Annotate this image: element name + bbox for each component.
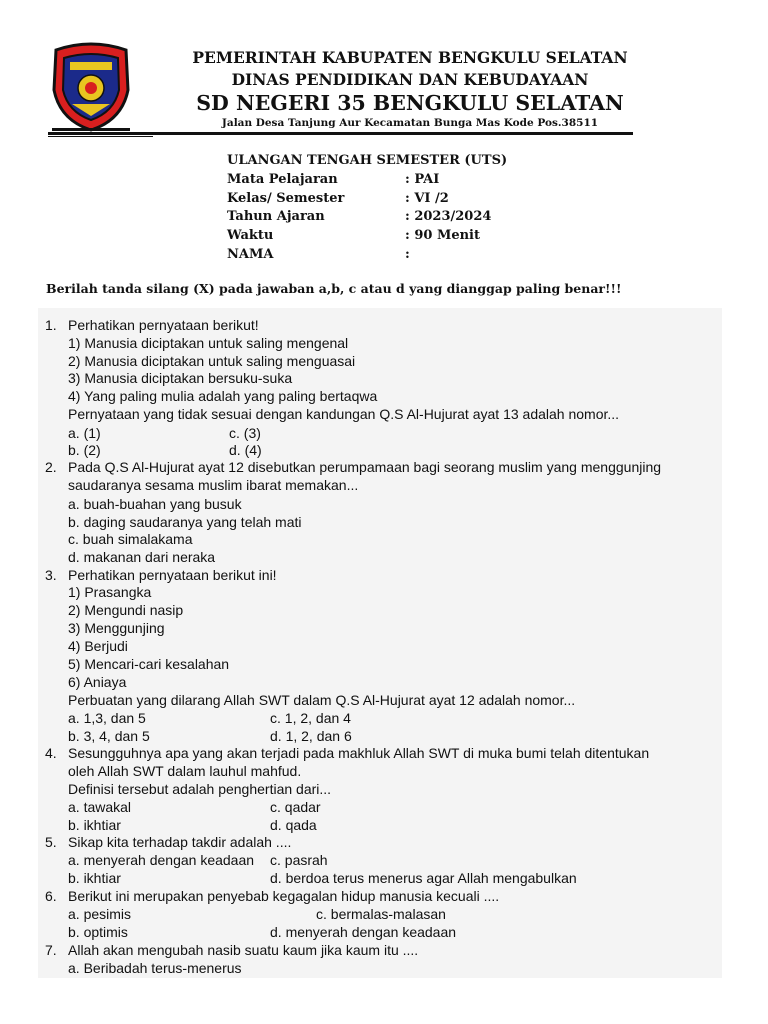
option-a: a. pesimis — [68, 906, 132, 922]
option-a: a. buah-buahan yang busuk — [68, 496, 242, 512]
statement-item: 2) Mengundi nasip — [68, 602, 184, 618]
header-address: Jalan Desa Tanjung Aur Kecamatan Bunga Mas Kode Pos.38511 — [221, 117, 599, 129]
exam-field-time — [227, 227, 507, 246]
instruction: Berilah tanda silang (X) pada jawaban a,b, c atau d yang dianggap paling benar!!! — [46, 281, 622, 296]
option-b: b. daging saudaranya yang telah mati — [68, 514, 302, 530]
statement-item: 6) Aniaya — [68, 674, 127, 690]
statement-item: 4) Yang paling mulia adalah yang paling bertaqwa — [68, 388, 378, 404]
option-a: a. 1,3, dan 5 — [68, 710, 146, 726]
question-prompt: Definisi tersebut adalah penghertian dari... — [68, 781, 332, 797]
option-a: a. Beribadah terus-menerus — [68, 960, 242, 976]
option-d: d. (4) — [229, 442, 262, 458]
statement-item: 2) Manusia diciptakan untuk saling menguasai — [68, 353, 356, 369]
option-c: c. qadar — [270, 799, 321, 815]
header-divider — [48, 132, 633, 135]
question-number: 2. — [45, 459, 57, 475]
question-number: 4. — [45, 745, 57, 761]
option-d: d. 1, 2, dan 6 — [270, 728, 352, 744]
field-value: : PAI — [405, 171, 440, 187]
option-b: b. 3, 4, dan 5 — [68, 728, 150, 744]
question-text: Sesungguhnya apa yang akan terjadi pada makhluk Allah SWT di muka bumi telah ditentukan — [68, 745, 650, 761]
question-text-continued: saudaranya sesama muslim ibarat memakan... — [68, 477, 359, 493]
statement-item: 4) Berjudi — [68, 638, 128, 654]
option-a: a. tawakal — [68, 799, 132, 815]
exam-field-subject — [227, 171, 507, 190]
statement-item: 3) Menggunjing — [68, 620, 165, 636]
field-label: Kelas/ Semester — [227, 190, 345, 206]
exam-identity — [227, 152, 507, 265]
exam-field-class — [227, 190, 507, 209]
option-d: d. qada — [270, 817, 317, 833]
option-c: c. bermalas-malasan — [316, 906, 446, 922]
question-number: 3. — [45, 567, 57, 583]
field-label: Mata Pelajaran — [227, 171, 338, 187]
question-number: 5. — [45, 834, 57, 850]
statement-item: 3) Manusia diciptakan bersuku-suka — [68, 370, 293, 386]
question-number: 1. — [45, 317, 57, 333]
header-government: PEMERINTAH KABUPATEN BENGKULU SELATAN — [192, 48, 628, 67]
header-school-name: SD NEGERI 35 BENGKULU SELATAN — [196, 91, 624, 115]
question-text: Perhatikan pernyataan berikut ini! — [68, 567, 277, 583]
exam-field-name — [227, 246, 507, 265]
field-value: : — [405, 246, 410, 262]
question-text: Pada Q.S Al-Hujurat ayat 12 disebutkan perumpamaan bagi seorang muslim yang menggunjing — [68, 459, 662, 475]
question-area — [38, 308, 722, 978]
statement-item: 5) Mencari-cari kesalahan — [68, 656, 230, 672]
question-text: Perhatikan pernyataan berikut! — [68, 317, 259, 333]
option-c: c. (3) — [229, 425, 261, 441]
statement-item: 1) Prasangka — [68, 584, 152, 600]
option-c: c. 1, 2, dan 4 — [270, 710, 351, 726]
question-number: 7. — [45, 942, 57, 958]
field-value: : 90 Menit — [405, 228, 480, 244]
field-value: : 2023/2024 — [405, 209, 492, 225]
option-d: d. makanan dari neraka — [68, 549, 216, 565]
question-number: 6. — [45, 888, 57, 904]
option-b: b. ikhtiar — [68, 870, 121, 886]
exam-title: ULANGAN TENGAH SEMESTER (UTS) — [227, 153, 508, 168]
option-d: d. berdoa terus menerus agar Allah mengabulkan — [270, 870, 577, 886]
question-text-continued: oleh Allah SWT dalam lauhul mahfud. — [68, 763, 302, 779]
option-a: a. (1) — [68, 425, 101, 441]
school-emblem-logo — [50, 42, 132, 132]
option-b: b. (2) — [68, 442, 101, 458]
exam-field-year — [227, 208, 507, 227]
field-value: : VI /2 — [405, 190, 449, 206]
option-c: c. buah simalakama — [68, 531, 193, 547]
field-label: Tahun Ajaran — [227, 209, 325, 225]
question-text: Berikut ini merupakan penyebab kegagalan hidup manusia kecuali .... — [68, 888, 500, 904]
field-label: NAMA — [227, 246, 274, 262]
header-department: DINAS PENDIDIKAN DAN KEBUDAYAAN — [231, 70, 589, 89]
option-b: b. ikhtiar — [68, 817, 121, 833]
statement-item: 1) Manusia diciptakan untuk saling mengenal — [68, 335, 349, 351]
field-label: Waktu — [227, 228, 274, 244]
header-divider-thin — [48, 136, 153, 137]
option-d: d. menyerah dengan keadaan — [270, 924, 457, 940]
question-text: Allah akan mengubah nasib suatu kaum jika kaum itu .... — [68, 942, 419, 958]
question-prompt: Pernyataan yang tidak sesuai dengan kandungan Q.S Al-Hujurat ayat 13 adalah nomor... — [68, 406, 620, 422]
question-text: Sikap kita terhadap takdir adalah .... — [68, 834, 292, 850]
question-prompt: Perbuatan yang dilarang Allah SWT dalam Q.S Al-Hujurat ayat 12 adalah nomor... — [68, 692, 576, 708]
option-b: b. optimis — [68, 924, 128, 940]
option-a: a. menyerah dengan keadaan — [68, 852, 255, 868]
option-c: c. pasrah — [270, 852, 328, 868]
